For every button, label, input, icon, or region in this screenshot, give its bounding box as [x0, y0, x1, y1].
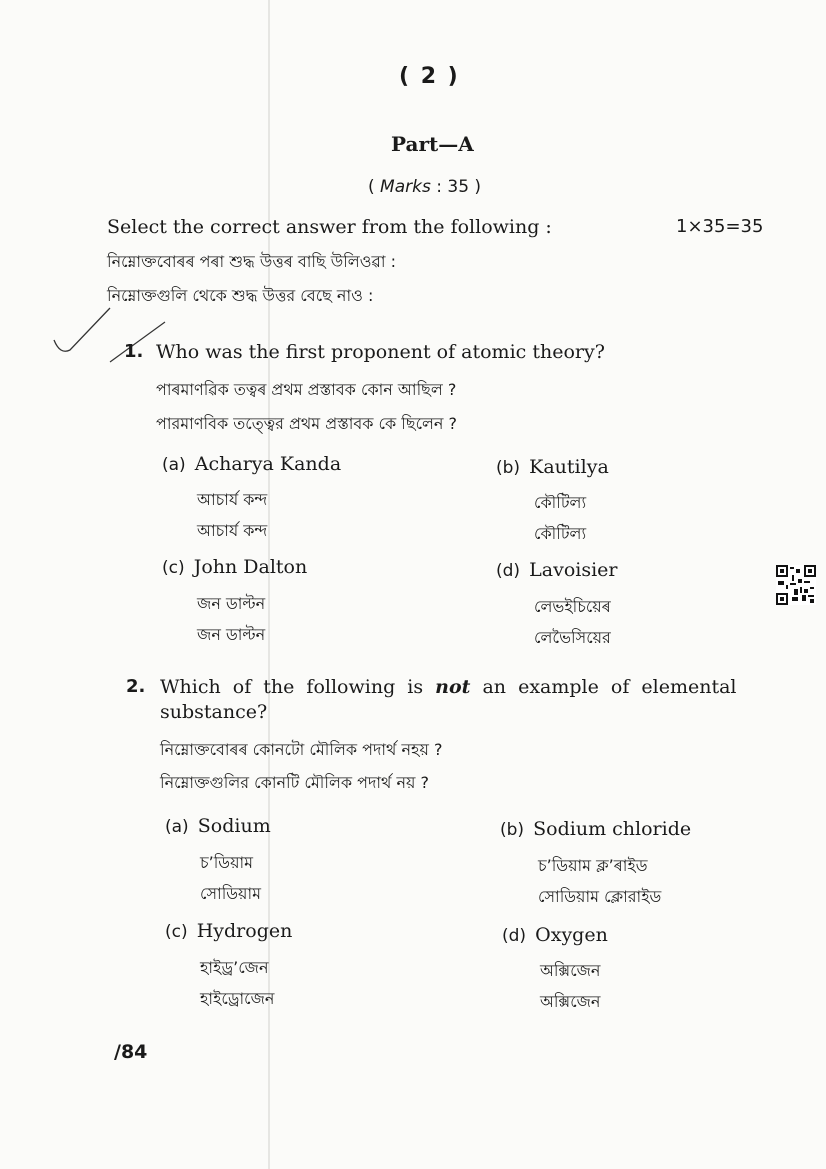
question-2-assamese: নিম্নোক্তবোৰৰ কোনটো মৌলিক পদাৰ্থ নহয় ?: [160, 740, 443, 759]
question-2-option-a-bengali: সোডিয়াম: [200, 884, 262, 903]
option-english: Acharya Kanda: [194, 453, 342, 475]
marks-value: 35: [447, 177, 470, 197]
question-1-option-c-assamese: জন ডাল্টন: [197, 594, 266, 613]
footer-code: /84: [114, 1041, 148, 1063]
option-letter: (a): [165, 817, 189, 837]
question-2-option-d-bengali: অক্সিজেন: [540, 992, 601, 1011]
question-1-assamese: পাৰমাণৱিক তত্বৰ প্ৰথম প্ৰস্তাবক কোন আছিল ?: [156, 380, 457, 399]
question-2-option-c-assamese: হাইড্ৰ’জেন: [200, 958, 269, 977]
instruction-english: Select the correct answer from the following :: [107, 216, 552, 238]
qr-code-icon: [776, 565, 816, 605]
option-letter: (c): [162, 558, 185, 578]
option-letter: (b): [496, 458, 521, 478]
instruction-bengali: নিম্নোক্তগুলি থেকে শুদ্ধ উত্তর বেছে নাও :: [107, 286, 374, 305]
question-2-english-line2: substance?: [160, 701, 268, 723]
question-1-option-c-bengali: জন ডাল্টন: [197, 625, 266, 644]
question-1-option-a-assamese: আচাৰ্য কন্দ: [197, 490, 268, 509]
option-english: Oxygen: [535, 924, 608, 946]
option-letter: (d): [502, 926, 527, 946]
marks-label: Marks: [380, 177, 431, 197]
question-1-option-b-assamese: কৌটিল্য: [534, 493, 587, 512]
pencil-tick-mark: [50, 300, 170, 380]
option-english: Sodium: [197, 815, 271, 837]
question-2-option-b: [500, 818, 691, 840]
instruction-assamese: নিম্নোক্তবোৰৰ পৰা শুদ্ধ উত্তৰ বাছি উলিওৱা :: [107, 252, 396, 271]
question-2-option-d: [502, 924, 608, 946]
question-2-option-b-bengali: সোডিয়াম ক্লোরাইড: [538, 887, 662, 906]
marks-formula: 1×35=35: [676, 216, 764, 237]
question-2-bengali: নিম্নোক্তগুলির কোনটি মৌলিক পদার্থ নয় ?: [160, 773, 430, 792]
question-1-option-c: [162, 556, 307, 578]
question-1-number: 1.: [124, 341, 144, 362]
option-english: Kautilya: [529, 456, 609, 478]
question-1-option-d-bengali: লেভৈসিয়ের: [534, 628, 611, 647]
question-1-option-d-assamese: লেভইচিয়েৰ: [534, 597, 611, 616]
question-1-option-a: [162, 453, 341, 475]
question-1-option-b: [496, 456, 609, 478]
part-title: Part—A: [391, 132, 474, 156]
option-english: Hydrogen: [196, 920, 293, 942]
option-english: Lavoisier: [529, 559, 618, 581]
question-2-option-c-bengali: হাইড্রোজেন: [200, 989, 275, 1008]
page-number: ( 2 ): [399, 64, 460, 89]
option-letter: (a): [162, 455, 186, 475]
question-2-option-c: [165, 920, 292, 942]
question-1-option-d: [496, 559, 618, 581]
question-1-option-a-bengali: আচার্য কন্দ: [197, 521, 268, 540]
option-letter: (d): [496, 561, 521, 581]
question-1-option-b-bengali: কৌটিল্য: [534, 524, 587, 543]
marks-line: ( Marks : 35 ): [368, 177, 482, 197]
option-letter: (b): [500, 820, 525, 840]
question-1-english: Who was the first proponent of atomic theory?: [156, 341, 605, 363]
question-2-option-a-assamese: চ’ডিয়াম: [200, 853, 254, 872]
question-2-text-after: an example of elemental: [482, 676, 737, 698]
option-english: John Dalton: [193, 556, 308, 578]
question-1-bengali: পারমাণবিক তত্ত্বের প্রথম প্রস্তাবক কে ছিলেন ?: [156, 414, 458, 433]
question-2-option-b-assamese: চ’ডিয়াম ক্ল’ৰাইড: [538, 856, 648, 875]
option-letter: (c): [165, 922, 188, 942]
question-2-english: [160, 676, 737, 698]
question-2-number: 2.: [126, 676, 146, 697]
question-2-option-d-assamese: অক্সিজেন: [540, 961, 601, 980]
question-2-emphasis: not: [435, 676, 471, 698]
question-2-text-before: Which of the following is: [160, 676, 424, 698]
question-2-option-a: [165, 815, 271, 837]
option-english: Sodium chloride: [533, 818, 692, 840]
